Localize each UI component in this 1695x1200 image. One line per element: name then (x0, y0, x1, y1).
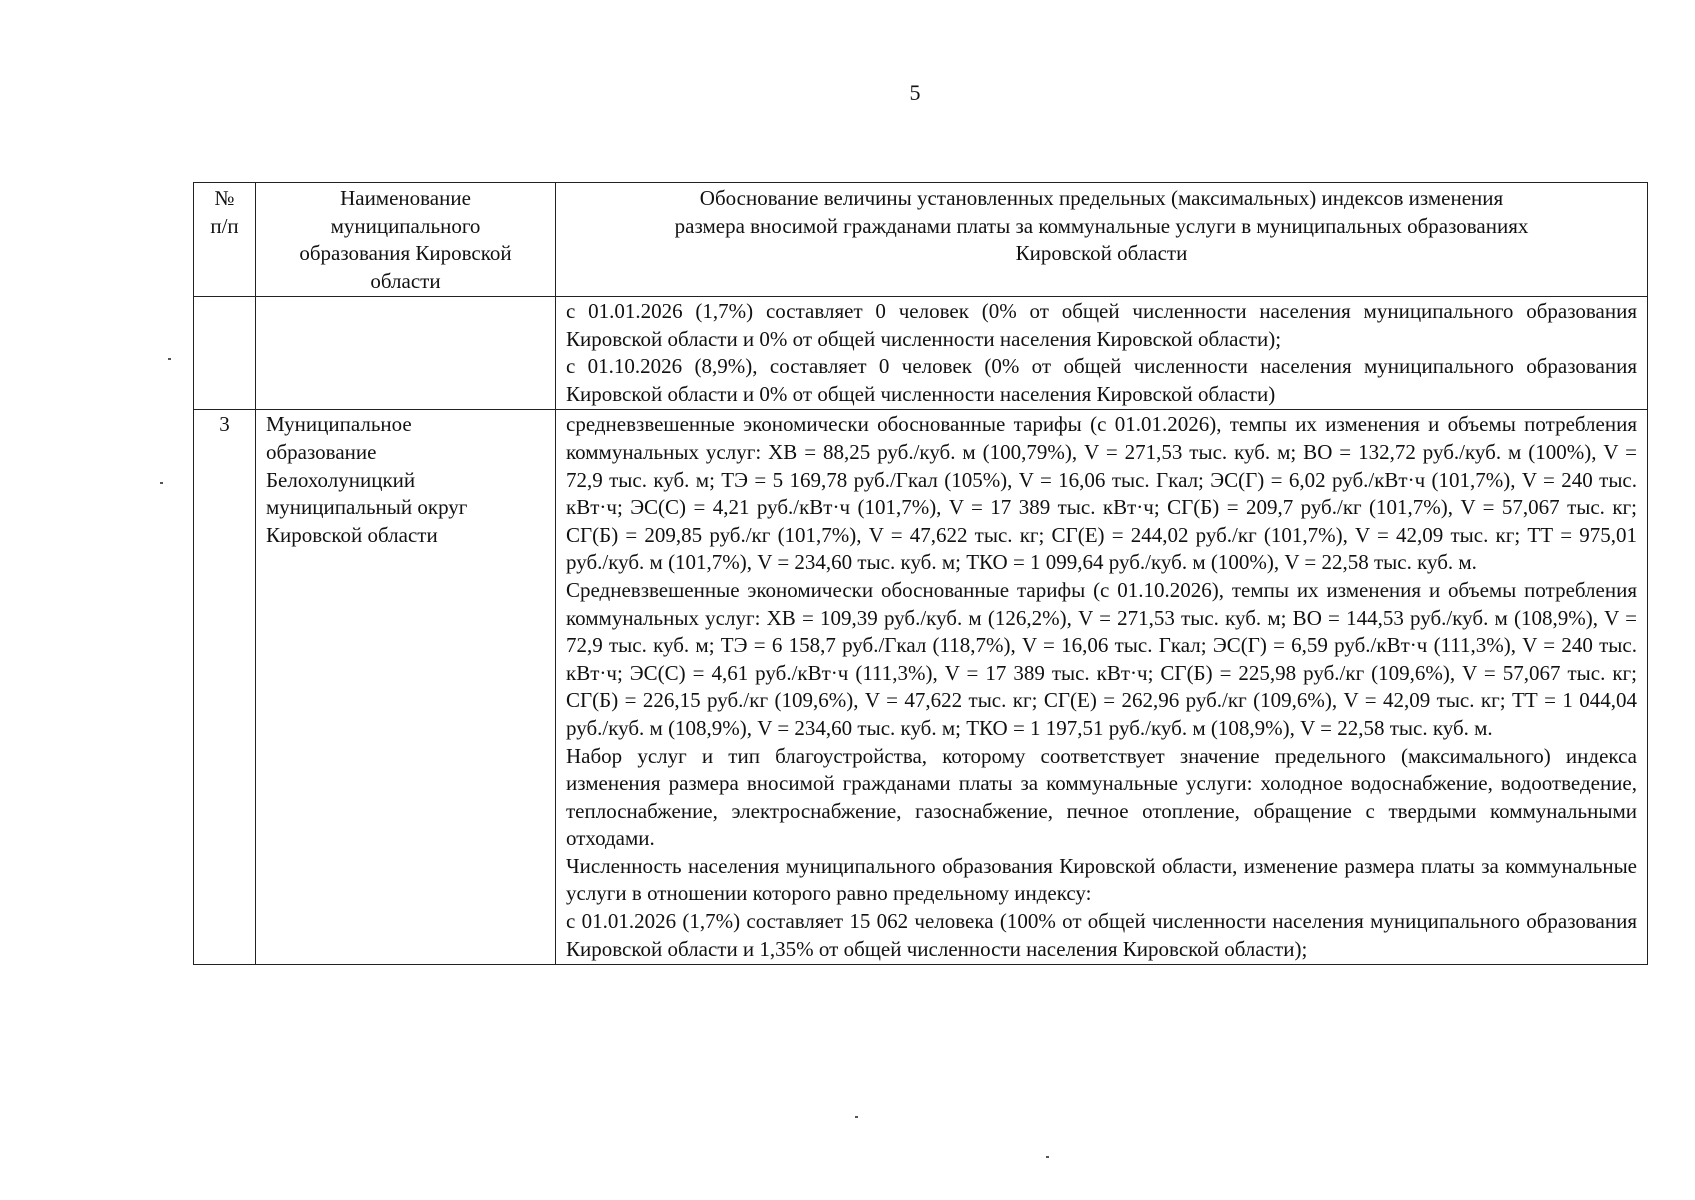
table-row (194, 410, 1648, 965)
scan-speck (168, 358, 171, 360)
scan-speck (1046, 1156, 1049, 1158)
row-justification (556, 410, 1648, 965)
row-number (194, 297, 256, 410)
justification-paragraph: Набор услуг и тип благоустройства, которому соответствует значение предельного (максимального) индекса изменения размера вносимой гражданами платы за коммунальные услуги: холодное водоснабжение, водоотведение, теплоснабжение, электроснабжение, газоснабжение, печное отопление, обращение с твердыми коммунальными отходами. (566, 743, 1637, 851)
scan-speck (855, 1116, 858, 1118)
row-municipality-name: Муниципальное образование Белохолуницкий муниципальный округ Кировской области (256, 410, 556, 965)
index-justification-table (193, 182, 1648, 965)
table-row (194, 297, 1648, 410)
header-municipality-name: Наименование муниципального образования Кировской области (256, 183, 556, 297)
page-number: 5 (909, 80, 921, 105)
row-number: 3 (194, 410, 256, 965)
justification-paragraph: с 01.10.2026 (8,9%), составляет 0 человек (0% от общей численности населения муниципального образования Кировской области и 0% от общей численности населения Кировской области) (566, 354, 1637, 406)
justification-paragraph: средневзвешенные экономически обоснованные тарифы (с 01.01.2026), темпы их изменения и объемы потребления коммунальных услуг: ХВ = 88,25 руб./куб. м (100,79%), V = 271,53 тыс. куб. м; ВО = 132,72 руб./куб. м (100%), V = 72,9 тыс. куб. м; ТЭ = 5 169,78 руб./Гкал (105%), V = 16,06 тыс. Гкал; ЭС(Г) = 6,02 руб./кВт·ч (101,7%), V = 240 тыс. кВт·ч; ЭС(С) = 4,21 руб./кВт·ч (101,7%), V = 17 389 тыс. кВт·ч; СГ(Б) = 209,7 руб./кг (101,7%), V = 57,067 тыс. кг; СГ(Б) = 209,85 руб./кг (101,7%), V = 47,622 тыс. кг; СГ(Е) = 244,02 руб./кг (101,7%), V = 42,09 тыс. кг; ТТ = 975,01 руб./куб. м (101,7%), V = 234,60 тыс. куб. м; ТКО = 1 099,64 руб./куб. м (100%), V = 22,58 тыс. куб. м. (566, 412, 1637, 575)
row-justification (556, 297, 1648, 410)
justification-paragraph: Средневзвешенные экономически обоснованные тарифы (с 01.10.2026), темпы их изменения и объемы потребления коммунальных услуг: ХВ = 109,39 руб./куб. м (126,2%), V = 271,53 тыс. куб. м; ВО = 144,53 руб./куб. м (108,9%), V = 72,9 тыс. куб. м; ТЭ = 6 158,7 руб./Гкал (118,7%), V = 16,06 тыс. Гкал; ЭС(Г) = 6,59 руб./кВт·ч (111,3%), V = 240 тыс. кВт·ч; ЭС(С) = 4,61 руб./кВт·ч (111,3%), V = 17 389 тыс. кВт·ч; СГ(Б) = 225,98 руб./кг (109,6%), V = 57,067 тыс. кг; СГ(Б) = 226,15 руб./кг (109,6%), V = 47,622 тыс. кг; СГ(Е) = 262,96 руб./кг (109,6%), V = 42,09 тыс. кг; ТТ = 1 044,04 руб./куб. м (108,9%), V = 234,60 тыс. куб. м; ТКО = 1 197,51 руб./куб. м (108,9%), V = 22,58 тыс. куб. м. (566, 577, 1637, 740)
row-municipality-name (256, 297, 556, 410)
header-number: № п/п (194, 183, 256, 297)
justification-paragraph: с 01.01.2026 (1,7%) составляет 15 062 человека (100% от общей численности населения муниципального образования Кировской области и 1,35% от общей численности населения Кировской области); (566, 909, 1637, 961)
justification-paragraph: Численность населения муниципального образования Кировской области, изменение размера платы за коммунальные услуги в отношении которого равно предельному индексу: (566, 853, 1637, 906)
justification-paragraph: с 01.01.2026 (1,7%) составляет 0 человек (0% от общей численности населения муниципального образования Кировской области и 0% от общей численности населения Кировской области); (566, 299, 1637, 351)
header-justification: Обоснование величины установленных предельных (максимальных) индексов изменения размера вносимой гражданами платы за коммунальные услуги в муниципальных образованиях Кировской области (556, 183, 1648, 297)
scan-speck (160, 482, 163, 484)
table-header-row (194, 183, 1648, 297)
